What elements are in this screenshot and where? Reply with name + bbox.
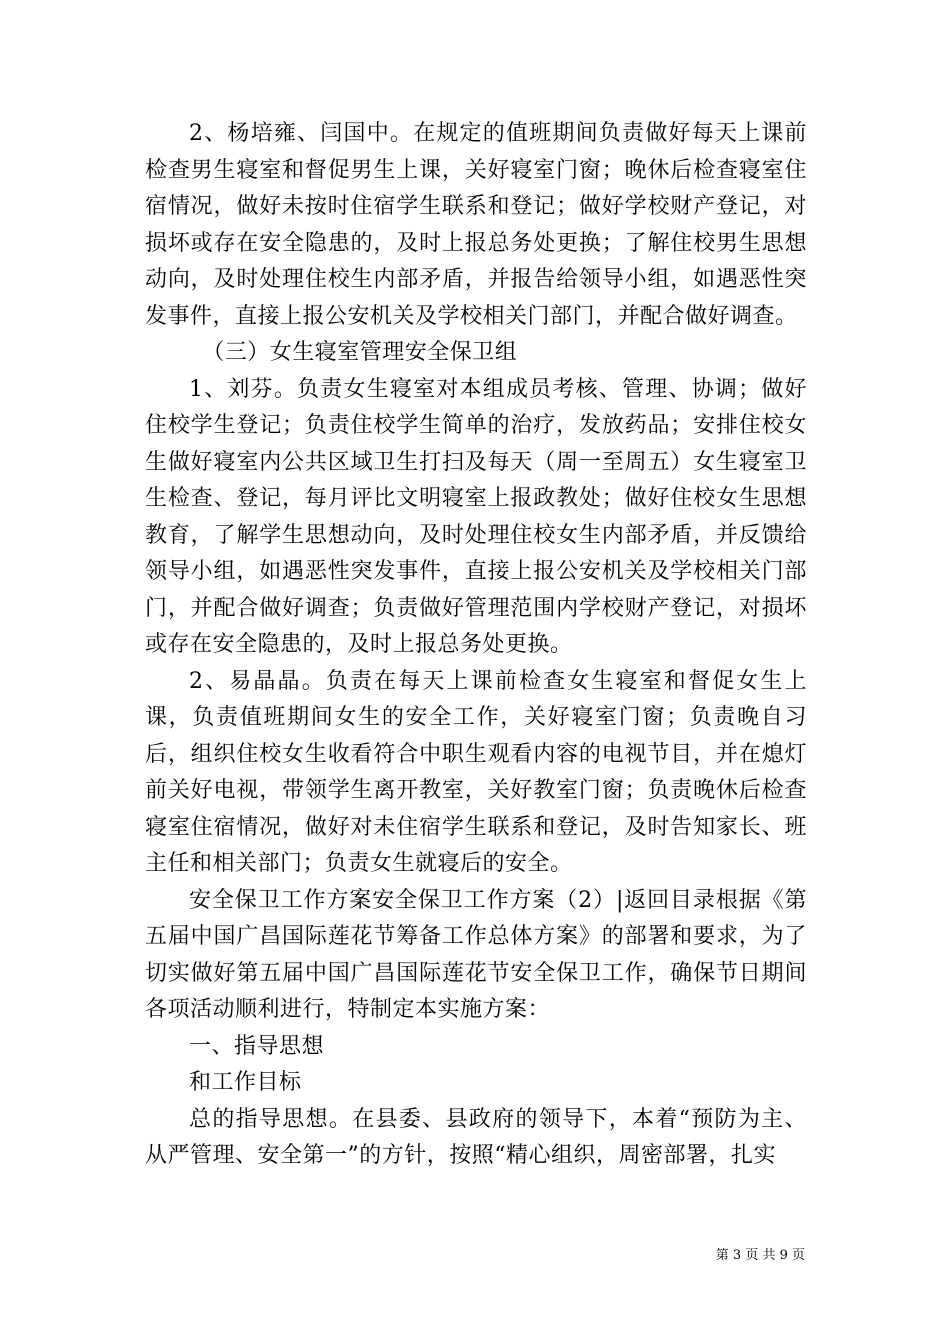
- document-body: [145, 116, 807, 1175]
- paragraph-duty-yang-yan: 2、杨培雍、闫国中。在规定的值班期间负责做好每天上课前检查男生寝室和督促男生上课，关好寝室门窗；晚休后检查寝室住宿情况，做好未按时住宿学生联系和登记；做好学校财产登记，对损坏或存在安全隐患的，及时上报总务处更换；了解住校男生思想动向，及时处理住校生内部矛盾，并报告给领导小组，如遇恶性突发事件，直接上报公安机关及学校相关门部门，并配合做好调查。: [145, 121, 807, 329]
- paragraph-duty-yi-jingjing: 2、易晶晶。负责在每天上课前检查女生寝室和督促女生上课，负责值班期间女生的安全工作，关好寝室门窗；负责晚自习后，组织住校女生收看符合中职生观看内容的电视节目，并在熄灯前关好电视，带领学生离开教室，关好教室门窗；负责晚休后检查寝室住宿情况，做好对未住宿学生联系和登记，及时告知家长、班主任和相关部门；负责女生就寝后的安全。: [145, 668, 807, 876]
- paragraph-plan-intro: 安全保卫工作方案安全保卫工作方案（2）|返回目录根据《第五届中国广昌国际莲花节筹备工作总体方案》的部署和要求，为了切实做好第五届中国广昌国际莲花节安全保卫工作，确保节日期间各项活动顺利进行，特制定本实施方案：: [145, 887, 807, 1022]
- page-number: 第 3 页 共 9 页: [715, 1248, 805, 1263]
- section-heading-female-dorm: （三）女生寝室管理安全保卫组: [202, 340, 518, 365]
- heading-guiding-ideology: 一、指导思想: [189, 1033, 325, 1059]
- heading-work-goals: 和工作目标: [189, 1070, 302, 1095]
- paragraph-general-guidance: 总的指导思想。在县委、县政府的领导下，本着“预防为主、从严管理、安全第一”的方针，按照“精心组织，周密部署，扎实: [145, 1106, 807, 1168]
- paragraph-duty-liu-fen: 1、刘芬。负责女生寝室对本组成员考核、管理、协调；做好住校学生登记；负责住校学生简单的治疗，发放药品；安排住校女生做好寝室内公共区域卫生打扫及每天（周一至周五）女生寝室卫生检查、登记，每月评比文明寝室上报政教处；做好住校女生思想教育，了解学生思想动向，及时处理住校女生内部矛盾，并反馈给领导小组，如遇恶性突发事件，直接上报公安机关及学校相关门部门，并配合做好调查；负责做好管理范围内学校财产登记，对损坏或存在安全隐患的，及时上报总务处更换。: [145, 376, 807, 657]
